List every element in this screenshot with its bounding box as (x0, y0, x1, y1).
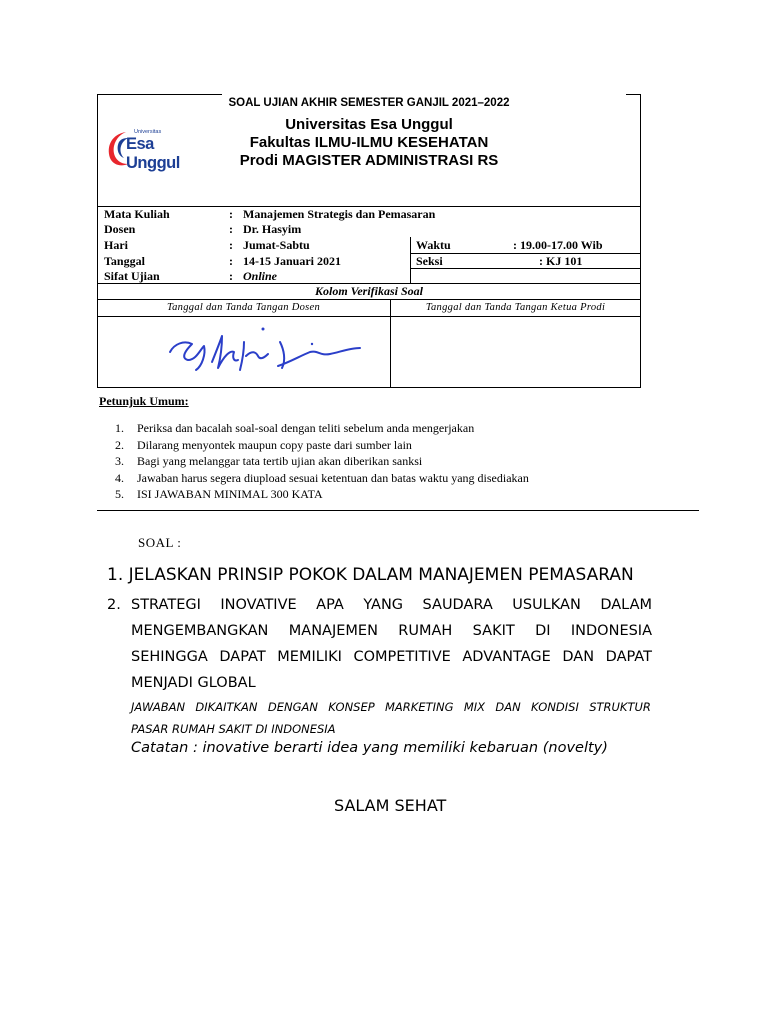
soal-label: SOAL : (138, 535, 182, 550)
colon: : (229, 269, 233, 283)
tanggal-label: Tanggal (104, 254, 145, 268)
colon: : (229, 207, 233, 221)
exam-title: SOAL UJIAN AKHIR SEMESTER GANJIL 2021–2022 (228, 97, 510, 109)
list-item: 5. ISI JAWABAN MINIMAL 300 KATA (115, 487, 323, 501)
divider (97, 299, 641, 300)
catatan-note: Catatan : inovative berarti idea yang memiliki kebaruan (novelty) (131, 740, 608, 756)
sifat-ujian-label: Sifat Ujian (104, 269, 160, 283)
program-name: Prodi MAGISTER ADMINISTRASI RS (239, 152, 499, 169)
waktu-label: Waktu (416, 238, 451, 252)
answer-note (131, 696, 651, 740)
list-item: 1. Periksa dan bacalah soal-soal dengan teliti sebelum anda mengerjakan (115, 421, 475, 435)
hari-value: Jumat-Sabtu (243, 238, 310, 252)
note-line: PASAR RUMAH SAKIT DI INDONESIA (131, 722, 336, 736)
mata-kuliah-value: Manajemen Strategis dan Pemasaran (243, 207, 436, 221)
question-2-line: 2. STRATEGI INOVATIVE APA YANG SAUDARA USULKAN DALAM (107, 597, 652, 613)
colon: : (229, 238, 233, 252)
university-name: Universitas Esa Unggul (285, 116, 453, 133)
question-2-line: MENJADI GLOBAL (131, 675, 256, 691)
logo-small-text: Universitas (134, 129, 162, 135)
instructions-title: Petunjuk Umum: (99, 394, 189, 408)
logo-text: Esa Unggul (126, 135, 180, 172)
list-item: 3. Bagi yang melanggar tata tertib ujian akan diberikan sanksi (115, 454, 423, 468)
seksi-label: Seksi (416, 254, 443, 268)
list-item: 4. Jawaban harus segera diupload sesuai ketentuan dan batas waktu yang disediakan (115, 470, 529, 485)
divider (410, 268, 641, 269)
verification-title: Kolom Verifikasi Soal (314, 284, 424, 298)
kaprodi-signature-caption: Tanggal dan Tanda Tangan Ketua Prodi (425, 302, 606, 313)
closing-greeting: SALAM SEHAT (334, 796, 447, 815)
divider (410, 237, 411, 283)
mata-kuliah-label: Mata Kuliah (104, 207, 170, 221)
dosen-signature-caption: Tanggal dan Tanda Tangan Dosen (166, 302, 321, 313)
divider (97, 316, 641, 317)
hari-label: Hari (104, 238, 128, 252)
note-line: JAWABAN DIKAITKAN DENGAN KONSEP MARKETING MIX DAN KONDISI STRUKTUR (131, 700, 651, 714)
question-1: 1. JELASKAN PRINSIP POKOK DALAM MANAJEMEN PEMASARAN (107, 565, 634, 585)
instructions-list (115, 420, 529, 503)
divider (410, 253, 641, 254)
colon: : (229, 222, 233, 236)
sifat-ujian-value: Online (243, 269, 278, 283)
question-2 (107, 592, 652, 696)
section-divider (97, 510, 699, 511)
university-logo (104, 125, 206, 171)
tanggal-value: 14-15 Januari 2021 (243, 254, 342, 268)
dosen-signature (160, 322, 370, 382)
question-2-line: MENGEMBANGKAN MANAJEMEN RUMAH SAKIT DI INDONESIA (131, 623, 652, 639)
seksi-value: : KJ 101 (539, 254, 583, 268)
dosen-value: Dr. Hasyim (243, 222, 302, 236)
question-2-line: SEHINGGA DAPAT MEMILIKI COMPETITIVE ADVANTAGE DAN DAPAT (131, 649, 652, 665)
faculty-name: Fakultas ILMU-ILMU KESEHATAN (249, 134, 489, 151)
dosen-label: Dosen (104, 222, 136, 236)
list-item: 2. Dilarang menyontek maupun copy paste dari sumber lain (115, 437, 412, 452)
colon: : (229, 254, 233, 268)
waktu-value: : 19.00-17.00 Wib (513, 238, 603, 252)
